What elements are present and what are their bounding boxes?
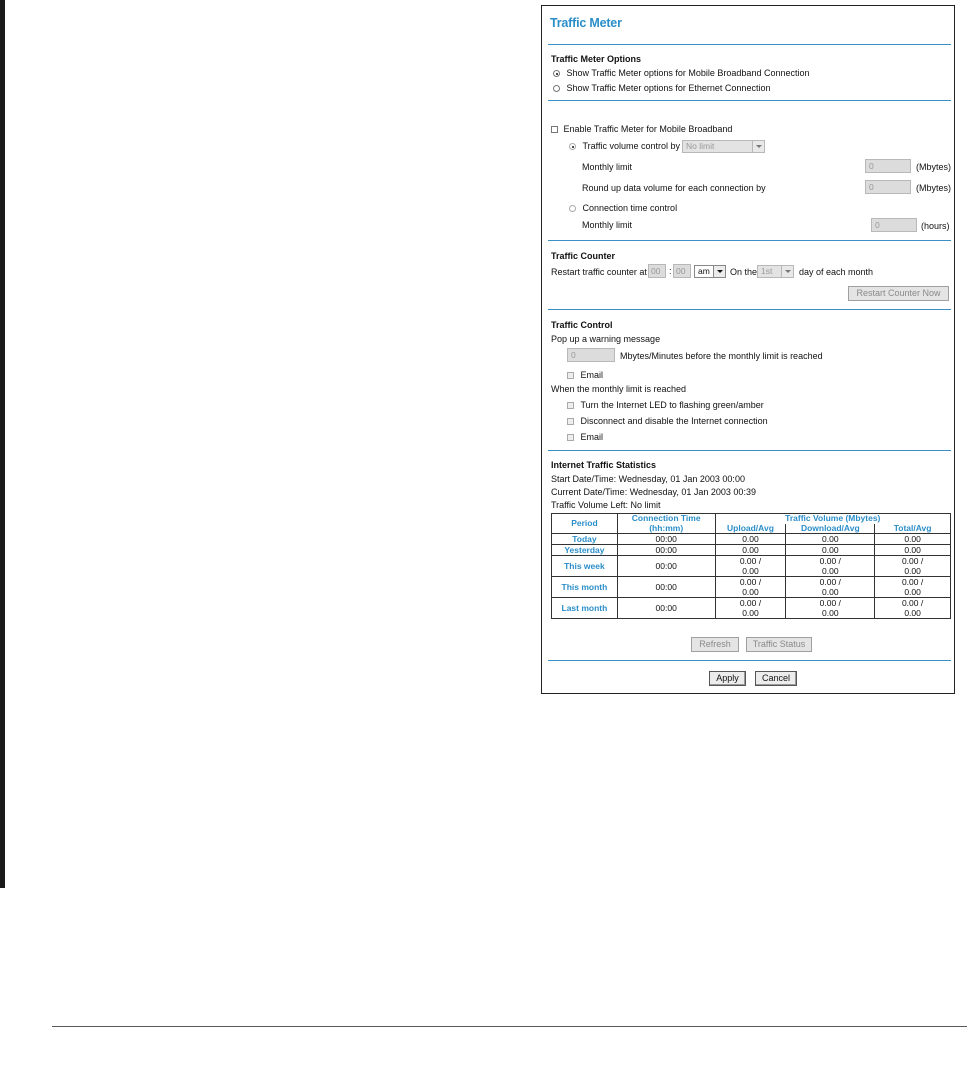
mobile-radio[interactable] xyxy=(553,70,560,77)
time-control-row[interactable] xyxy=(569,203,677,213)
ampm-select[interactable] xyxy=(694,265,726,278)
col-period: Period xyxy=(552,514,618,534)
time-cell: 00:00 xyxy=(617,534,715,545)
refresh-button[interactable]: Refresh xyxy=(691,637,739,652)
upload-cell xyxy=(715,598,786,619)
upload-avg: 0.00 xyxy=(742,608,759,618)
divider xyxy=(548,450,951,451)
disconnect-checkbox[interactable] xyxy=(567,418,574,425)
popup-input[interactable]: 0 xyxy=(567,348,615,362)
mobile-option[interactable] xyxy=(553,68,810,78)
volume-control-row[interactable] xyxy=(569,141,680,151)
led-label: Turn the Internet LED to flashing green/amber xyxy=(580,400,764,410)
chevron-down-icon xyxy=(781,266,793,277)
enable-meter-row[interactable] xyxy=(551,124,732,134)
table-row xyxy=(552,545,951,556)
email-warning-label: Email xyxy=(580,370,604,380)
restart-counter-button[interactable]: Restart Counter Now xyxy=(848,286,949,301)
hours-unit: (hours) xyxy=(921,221,950,231)
divider xyxy=(548,660,951,661)
col-conn-time: Connection Time xyxy=(617,514,715,524)
total-cell xyxy=(875,598,951,619)
upload-avg: 0.00 xyxy=(742,587,759,597)
email-limit-row[interactable] xyxy=(567,432,603,442)
upload-value: 0.00 / xyxy=(739,577,762,587)
download-cell: 0.00 xyxy=(786,534,875,545)
volume-control-select-value: No limit xyxy=(686,141,715,151)
upload-cell: 0.00 xyxy=(715,534,786,545)
ethernet-option[interactable] xyxy=(553,83,770,93)
total-cell xyxy=(875,577,951,598)
stats-table xyxy=(551,513,951,619)
cancel-button[interactable]: Cancel xyxy=(755,671,797,686)
period-cell: This week xyxy=(552,556,618,577)
divider xyxy=(548,240,951,241)
ethernet-radio[interactable] xyxy=(553,85,560,92)
table-row xyxy=(552,556,951,577)
disconnect-row[interactable] xyxy=(567,416,768,426)
roundup-label: Round up data volume for each connection by xyxy=(582,183,766,193)
popup-label: Pop up a warning message xyxy=(551,334,661,344)
email-warning-checkbox[interactable] xyxy=(567,372,574,379)
page-title: Traffic Meter xyxy=(550,16,622,30)
time-limit-label: Monthly limit xyxy=(582,220,633,230)
download-value: 0.00 / xyxy=(819,556,841,566)
ampm-select-value: am xyxy=(698,266,710,276)
start-datetime: Start Date/Time: Wednesday, 01 Jan 2003 00:00 xyxy=(551,474,745,484)
time-cell: 00:00 xyxy=(617,577,715,598)
time-control-radio[interactable] xyxy=(569,205,576,212)
download-cell: 0.00 xyxy=(786,545,875,556)
day-select[interactable] xyxy=(757,265,794,278)
time-cell: 00:00 xyxy=(617,545,715,556)
day-suffix: day of each month xyxy=(799,267,874,277)
col-conn-time-unit: (hh:mm) xyxy=(617,524,715,534)
mbytes-unit: (Mbytes) xyxy=(916,183,952,193)
download-avg: 0.00 xyxy=(822,587,839,597)
download-cell xyxy=(786,577,875,598)
email-limit-label: Email xyxy=(580,432,604,442)
total-value: 0.00 / xyxy=(901,598,924,608)
hour-input[interactable]: 00 xyxy=(648,264,666,278)
minute-input[interactable]: 00 xyxy=(673,264,691,278)
time-control-label: Connection time control xyxy=(582,203,678,213)
period-cell: Yesterday xyxy=(552,545,618,556)
monthly-limit-input[interactable]: 0 xyxy=(865,159,911,173)
total-avg: 0.00 xyxy=(904,566,921,576)
stats-heading: Internet Traffic Statistics xyxy=(551,460,657,470)
total-cell: 0.00 xyxy=(875,534,951,545)
download-cell xyxy=(786,598,875,619)
upload-value: 0.00 / xyxy=(739,598,762,608)
counter-heading: Traffic Counter xyxy=(551,251,616,261)
time-cell: 00:00 xyxy=(617,556,715,577)
disconnect-label: Disconnect and disable the Internet connection xyxy=(580,416,768,426)
volume-control-label: Traffic volume control by xyxy=(582,141,681,151)
col-volume: Traffic Volume (Mbytes) xyxy=(715,514,950,524)
upload-cell xyxy=(715,577,786,598)
download-value: 0.00 / xyxy=(819,577,841,587)
enable-meter-checkbox[interactable] xyxy=(551,126,558,133)
divider xyxy=(548,309,951,310)
upload-value: 0.00 / xyxy=(739,556,762,566)
download-avg: 0.00 xyxy=(822,608,839,618)
ethernet-option-label: Show Traffic Meter options for Ethernet Connection xyxy=(566,83,771,93)
total-cell: 0.00 xyxy=(875,545,951,556)
restart-label: Restart traffic counter at xyxy=(551,267,647,277)
total-avg: 0.00 xyxy=(904,587,921,597)
total-avg: 0.00 xyxy=(904,608,921,618)
col-download: Download/Avg xyxy=(786,524,875,534)
led-row[interactable] xyxy=(567,400,764,410)
total-value: 0.00 / xyxy=(901,577,924,587)
volume-control-select[interactable] xyxy=(682,140,765,153)
monthly-limit-label: Monthly limit xyxy=(582,162,633,172)
mobile-option-label: Show Traffic Meter options for Mobile Broadband Connection xyxy=(566,68,810,78)
when-limit-label: When the monthly limit is reached xyxy=(551,384,687,394)
volume-left: Traffic Volume Left: No limit xyxy=(551,500,661,510)
traffic-meter-panel xyxy=(541,5,955,694)
control-heading: Traffic Control xyxy=(551,320,613,330)
table-row xyxy=(552,598,951,619)
table-row xyxy=(552,534,951,545)
table-row xyxy=(552,577,951,598)
time-limit-input[interactable]: 0 xyxy=(871,218,917,232)
apply-button[interactable]: Apply xyxy=(709,671,746,686)
chevron-down-icon xyxy=(713,266,725,277)
day-select-value: 1st xyxy=(761,266,773,276)
divider xyxy=(548,100,951,101)
upload-cell xyxy=(715,556,786,577)
traffic-status-button[interactable]: Traffic Status xyxy=(746,637,812,652)
upload-cell: 0.00 xyxy=(715,545,786,556)
period-cell: This month xyxy=(552,577,618,598)
time-cell: 00:00 xyxy=(617,598,715,619)
mbytes-unit: (Mbytes) xyxy=(916,162,952,172)
volume-control-radio[interactable] xyxy=(569,143,576,150)
total-cell xyxy=(875,556,951,577)
email-limit-checkbox[interactable] xyxy=(567,434,574,441)
led-checkbox[interactable] xyxy=(567,402,574,409)
col-total: Total/Avg xyxy=(875,524,951,534)
left-edge-bar xyxy=(0,0,5,888)
roundup-input[interactable]: 0 xyxy=(865,180,911,194)
chevron-down-icon xyxy=(752,141,764,152)
options-heading: Traffic Meter Options xyxy=(551,54,642,64)
current-datetime: Current Date/Time: Wednesday, 01 Jan 2003 00:39 xyxy=(551,487,756,497)
email-warning-row[interactable] xyxy=(567,370,603,380)
col-upload: Upload/Avg xyxy=(715,524,786,534)
total-value: 0.00 / xyxy=(901,556,924,566)
period-cell: Today xyxy=(552,534,618,545)
download-cell xyxy=(786,556,875,577)
enable-meter-label: Enable Traffic Meter for Mobile Broadband xyxy=(563,124,733,134)
popup-suffix: Mbytes/Minutes before the monthly limit is reached xyxy=(620,351,823,361)
download-avg: 0.00 xyxy=(822,566,839,576)
footer-rule xyxy=(52,1026,967,1027)
download-value: 0.00 / xyxy=(819,598,841,608)
upload-avg: 0.00 xyxy=(742,566,759,576)
time-colon: : xyxy=(669,266,672,276)
divider xyxy=(548,44,951,45)
on-the-label: On the xyxy=(730,267,758,277)
period-cell: Last month xyxy=(552,598,618,619)
